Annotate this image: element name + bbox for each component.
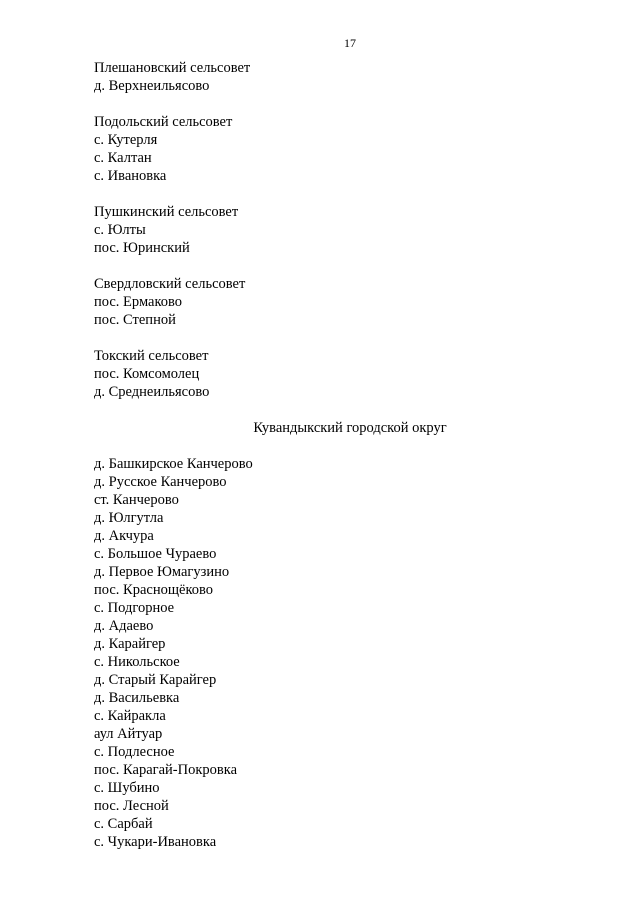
list-item: д. Юлгутла (94, 510, 164, 526)
list-item: д. Башкирское Канчерово (94, 456, 253, 472)
list-item: д. Адаево (94, 618, 154, 634)
list-item: с. Калтан (94, 150, 152, 166)
section-title: Подольский сельсовет (94, 114, 233, 130)
list-item: с. Подгорное (94, 600, 175, 616)
section-sverdlovsky (94, 275, 614, 329)
district-list (94, 455, 614, 851)
district-heading: Кувандыкский городской округ (253, 420, 447, 436)
list-item: с. Кайракла (94, 708, 166, 724)
section-title: Свердловский сельсовет (94, 276, 246, 292)
list-item: с. Ивановка (94, 168, 167, 184)
section-podolsky (94, 113, 614, 185)
list-item: с. Юлты (94, 222, 146, 238)
list-item: пос. Ермаково (94, 294, 183, 310)
list-item: пос. Краснощёково (94, 582, 214, 598)
page-number: 17 (344, 36, 356, 50)
list-item: с. Подлесное (94, 744, 175, 760)
list-item: с. Никольское (94, 654, 180, 670)
section-title: Токский сельсовет (94, 348, 209, 364)
list-item: пос. Степной (94, 312, 176, 328)
list-item: пос. Комсомолец (94, 366, 200, 382)
section-title: Плешановский сельсовет (94, 60, 251, 76)
list-item: д. Акчура (94, 528, 154, 544)
list-item: с. Большое Чураево (94, 546, 217, 562)
document-body (94, 59, 614, 869)
list-item: д. Карайгер (94, 636, 166, 652)
list-item: ст. Канчерово (94, 492, 179, 508)
list-item: д. Русское Канчерово (94, 474, 227, 490)
list-item: д. Старый Карайгер (94, 672, 217, 688)
list-item: с. Чукари-Ивановка (94, 834, 217, 850)
list-item: д. Васильевка (94, 690, 180, 706)
list-item: д. Верхнеильясово (94, 78, 210, 94)
section-pushkinsky (94, 203, 614, 257)
section-pleshanovsky (94, 59, 614, 95)
list-item: пос. Карагай-Покровка (94, 762, 238, 778)
list-item: с. Кутерля (94, 132, 158, 148)
list-item: с. Шубино (94, 780, 160, 796)
list-item: аул Айтуар (94, 726, 163, 742)
section-title: Пушкинский сельсовет (94, 204, 239, 220)
list-item: пос. Лесной (94, 798, 169, 814)
list-item: д. Первое Юмагузино (94, 564, 230, 580)
section-toksky (94, 347, 614, 401)
list-item: с. Сарбай (94, 816, 153, 832)
list-item: д. Среднеильясово (94, 384, 210, 400)
list-item: пос. Юринский (94, 240, 190, 256)
